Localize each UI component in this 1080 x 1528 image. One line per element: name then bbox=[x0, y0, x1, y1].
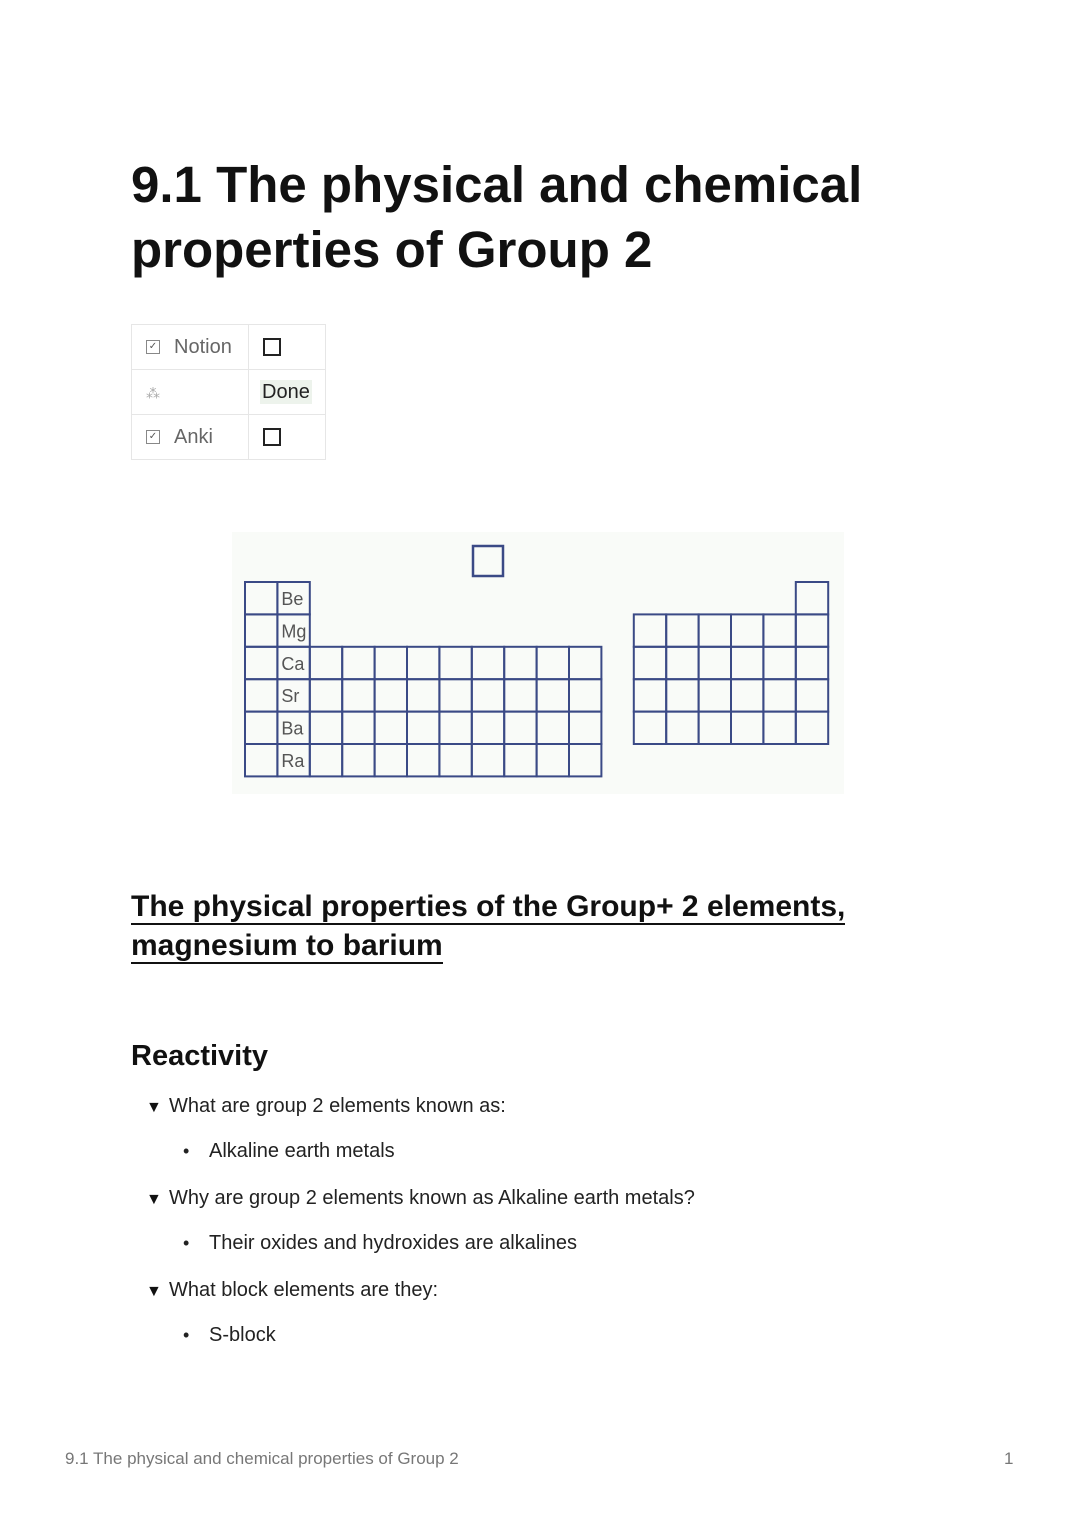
toggle-answer-3: • S-block bbox=[183, 1324, 276, 1346]
property-label-notion: Notion bbox=[174, 335, 232, 358]
p-block-cell bbox=[731, 614, 763, 646]
transition-cell bbox=[569, 744, 601, 776]
property-row-notion bbox=[132, 325, 326, 370]
element-symbol-ca: Ca bbox=[281, 653, 305, 674]
transition-cell bbox=[537, 712, 569, 744]
transition-cell bbox=[310, 712, 342, 744]
transition-cell bbox=[472, 744, 504, 776]
toggle-answer-2: • Their oxides and hydroxides are alkalines bbox=[183, 1232, 577, 1254]
group1-cell bbox=[245, 582, 277, 614]
transition-cell bbox=[310, 679, 342, 711]
p-block-cell bbox=[666, 647, 698, 679]
transition-cell bbox=[439, 679, 471, 711]
transition-cell bbox=[407, 744, 439, 776]
transition-cell bbox=[439, 744, 471, 776]
p-block-cell bbox=[699, 647, 731, 679]
p-block-cell bbox=[699, 712, 731, 744]
toggle-triangle-icon[interactable]: ▼ bbox=[146, 1283, 162, 1300]
group1-cell bbox=[245, 712, 277, 744]
transition-cell bbox=[504, 744, 536, 776]
p-block-cell bbox=[763, 614, 795, 646]
p-block-cell bbox=[699, 614, 731, 646]
element-symbol-ba: Ba bbox=[281, 718, 304, 739]
p-block-cell bbox=[796, 614, 828, 646]
status-badge[interactable]: Done bbox=[262, 380, 310, 403]
toggle-question-1[interactable]: ▼ What are group 2 elements known as: bbox=[146, 1095, 506, 1117]
element-symbol-mg: Mg bbox=[281, 621, 307, 642]
p-block-cell bbox=[666, 679, 698, 711]
transition-cell bbox=[472, 712, 504, 744]
element-symbol-ra: Ra bbox=[281, 751, 305, 771]
property-row-anki bbox=[132, 415, 326, 460]
transition-cell bbox=[439, 712, 471, 744]
bullet-icon: • bbox=[183, 1325, 190, 1345]
reactivity-heading: Reactivity bbox=[131, 1040, 269, 1072]
transition-cell bbox=[342, 744, 374, 776]
group1-cell bbox=[245, 614, 277, 646]
p-block-cell bbox=[666, 712, 698, 744]
notion-checkbox[interactable] bbox=[263, 338, 281, 356]
toggle-question-3[interactable]: ▼ What block elements are they: bbox=[146, 1279, 439, 1301]
p-block-cell bbox=[796, 647, 828, 679]
p-block-cell bbox=[731, 679, 763, 711]
toggle-triangle-icon[interactable]: ▼ bbox=[146, 1099, 162, 1116]
transition-cell bbox=[375, 744, 407, 776]
hydrogen-cell bbox=[473, 546, 503, 576]
transition-cell bbox=[504, 647, 536, 679]
p-block-cell bbox=[634, 614, 666, 646]
group1-cell bbox=[245, 679, 277, 711]
p-block-cell bbox=[796, 712, 828, 744]
p-block-cell bbox=[634, 679, 666, 711]
transition-cell bbox=[439, 647, 471, 679]
status-property-icon: ⁂ bbox=[146, 384, 160, 401]
transition-cell bbox=[472, 647, 504, 679]
toggle-question-2[interactable]: ▼ Why are group 2 elements known as Alkaline earth metals? bbox=[146, 1187, 695, 1209]
transition-cell bbox=[504, 679, 536, 711]
p-block-cell bbox=[634, 712, 666, 744]
property-label-anki: Anki bbox=[174, 425, 213, 448]
checkbox-property-icon: ✓ bbox=[146, 340, 160, 354]
periodic-table-image bbox=[232, 532, 844, 794]
transition-cell bbox=[407, 647, 439, 679]
footer-title: 9.1 The physical and chemical properties of Group 2 bbox=[65, 1449, 459, 1468]
transition-cell bbox=[569, 712, 601, 744]
anki-checkbox[interactable] bbox=[263, 428, 281, 446]
element-symbol-sr: Sr bbox=[281, 686, 300, 707]
bullet-icon: • bbox=[183, 1233, 190, 1253]
p-block-cell bbox=[731, 647, 763, 679]
transition-cell bbox=[375, 712, 407, 744]
checkbox-property-icon: ✓ bbox=[146, 430, 160, 444]
property-row-status bbox=[132, 370, 326, 415]
footer-page-number: 1 bbox=[1004, 1449, 1014, 1468]
section-heading: The physical properties of the Group+ 2 elements, magnesium to barium bbox=[131, 890, 846, 962]
p-block-cell bbox=[796, 679, 828, 711]
p-block-cell bbox=[763, 679, 795, 711]
element-symbol-be: Be bbox=[281, 589, 304, 609]
transition-cell bbox=[407, 679, 439, 711]
toggle-answer-1: • Alkaline earth metals bbox=[183, 1140, 395, 1162]
transition-cell bbox=[569, 679, 601, 711]
group1-cell bbox=[245, 744, 277, 776]
bullet-icon: • bbox=[183, 1141, 190, 1161]
transition-cell bbox=[310, 647, 342, 679]
transition-cell bbox=[537, 647, 569, 679]
transition-cell bbox=[342, 647, 374, 679]
properties-table bbox=[131, 324, 326, 460]
transition-cell bbox=[342, 679, 374, 711]
transition-cell bbox=[407, 712, 439, 744]
transition-cell bbox=[375, 647, 407, 679]
helium-cell bbox=[796, 582, 828, 614]
transition-cell bbox=[537, 679, 569, 711]
page-title: 9.1 The physical and chemical properties of Group 2 bbox=[131, 156, 863, 278]
transition-cell bbox=[472, 679, 504, 711]
transition-cell bbox=[375, 679, 407, 711]
p-block-cell bbox=[763, 712, 795, 744]
p-block-cell bbox=[699, 679, 731, 711]
p-block-cell bbox=[634, 647, 666, 679]
transition-cell bbox=[569, 647, 601, 679]
periodic-table-graphic bbox=[232, 532, 844, 794]
p-block-cell bbox=[731, 712, 763, 744]
transition-cell bbox=[310, 744, 342, 776]
toggle-triangle-icon[interactable]: ▼ bbox=[146, 1191, 162, 1208]
group1-cell bbox=[245, 647, 277, 679]
p-block-cell bbox=[763, 647, 795, 679]
p-block-cell bbox=[666, 614, 698, 646]
transition-cell bbox=[342, 712, 374, 744]
transition-cell bbox=[504, 712, 536, 744]
transition-cell bbox=[537, 744, 569, 776]
